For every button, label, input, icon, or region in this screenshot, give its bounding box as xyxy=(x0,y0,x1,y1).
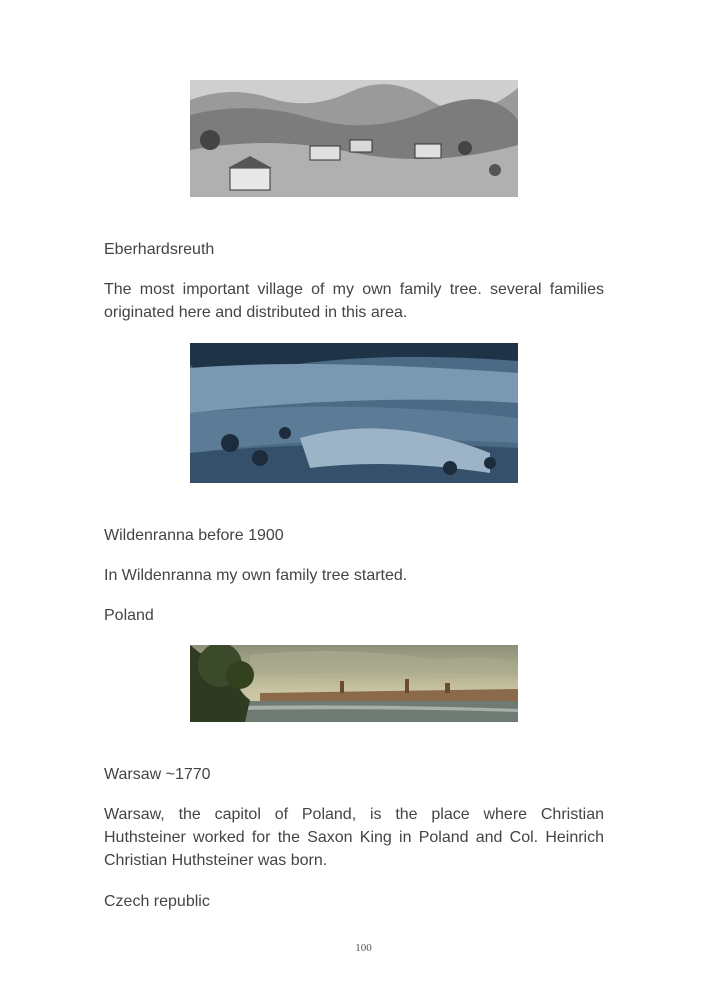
caption-warsaw: Warsaw ~1770 xyxy=(104,766,211,783)
warsaw-painting-image xyxy=(190,645,518,722)
page-number: 100 xyxy=(355,942,372,954)
heading-czech-republic: Czech republic xyxy=(104,893,210,910)
wildenranna-photo-image xyxy=(190,343,518,483)
heading-poland: Poland xyxy=(104,607,154,624)
caption-wildenranna: Wildenranna before 1900 xyxy=(104,527,284,544)
paragraph-eberhardsreuth: The most important village of my own family tree. several families originated here and distributed in this area. xyxy=(104,281,604,321)
paragraph-warsaw: Warsaw, the capitol of Poland, is the place where Christian Huthsteiner worked for the Saxon King in Poland and Col. Heinrich Christian Huthsteiner was born. xyxy=(104,806,604,869)
caption-eberhardsreuth: Eberhardsreuth xyxy=(104,241,215,258)
paragraph-wildenranna: In Wildenranna my own family tree started. xyxy=(104,567,408,584)
eberhardsreuth-engraving-image xyxy=(190,80,518,197)
